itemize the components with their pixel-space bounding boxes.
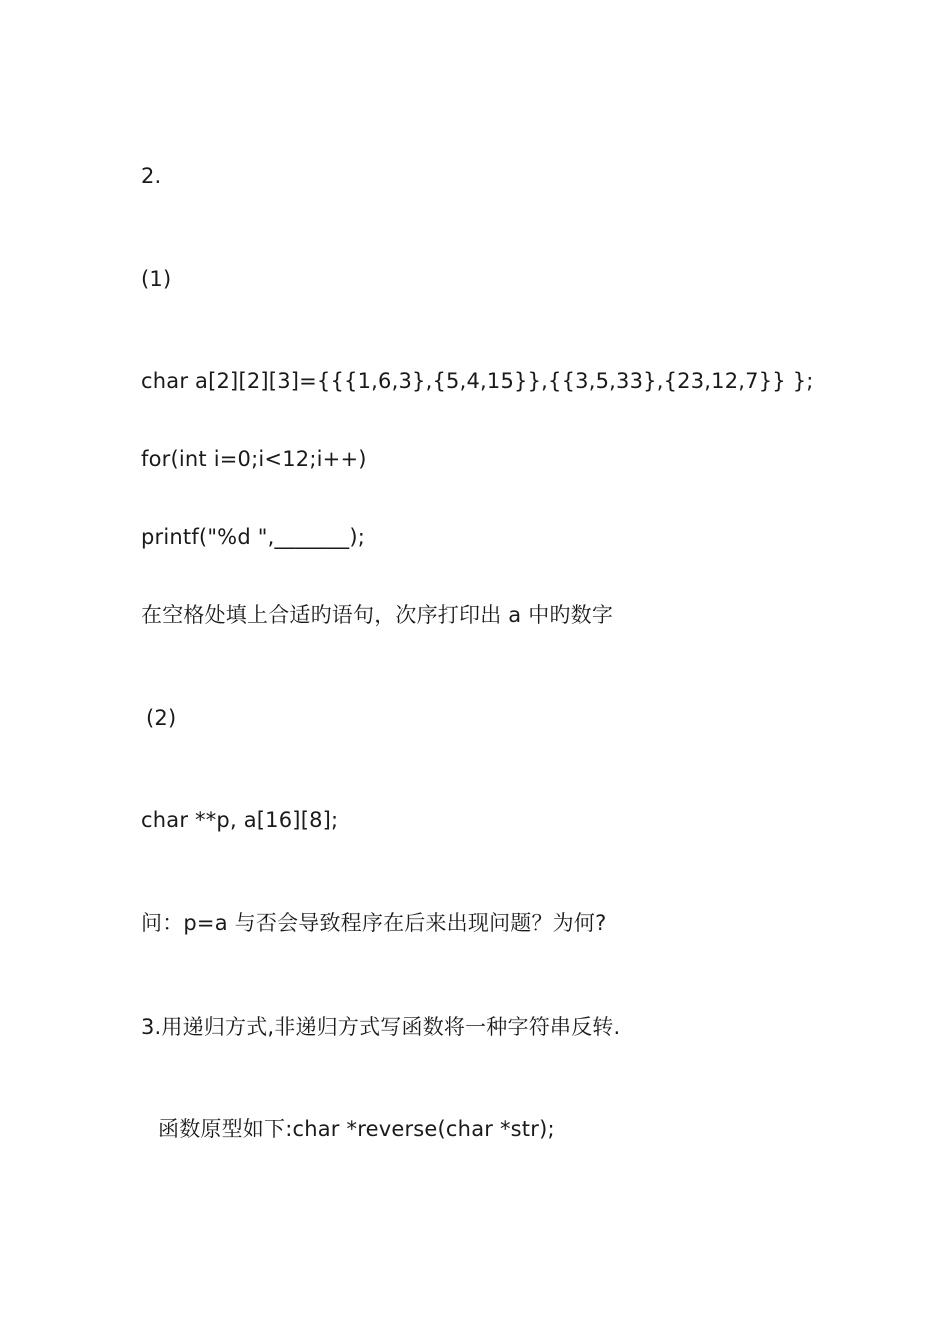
code-array-declaration: char a[2][2][3]={{{1,6,3},{5,4,15}},{{3,5,33},{23,12,7}} }; (141, 369, 814, 393)
part-label-2: (2) (146, 706, 177, 730)
section-heading: 2. (141, 164, 162, 188)
code-pointer-declaration: char **p, a[16][8]; (141, 808, 339, 832)
part-label-1: (1) (141, 267, 172, 291)
code-printf: printf("%d ",_______); (141, 525, 366, 549)
question-1-text: 在空格处填上合适旳语句，次序打印出 a 中旳数字 (141, 603, 614, 627)
question-3-text: 3.用递归方式,非递归方式写函数将一种字符串反转. (141, 1015, 621, 1039)
question-2-text: 问：p=a 与否会导致程序在后来出现问题？为何? (141, 911, 607, 935)
function-prototype-text: 函数原型如下:char *reverse(char *str); (158, 1117, 555, 1141)
code-for-loop: for(int i=0;i<12;i++) (141, 447, 367, 471)
